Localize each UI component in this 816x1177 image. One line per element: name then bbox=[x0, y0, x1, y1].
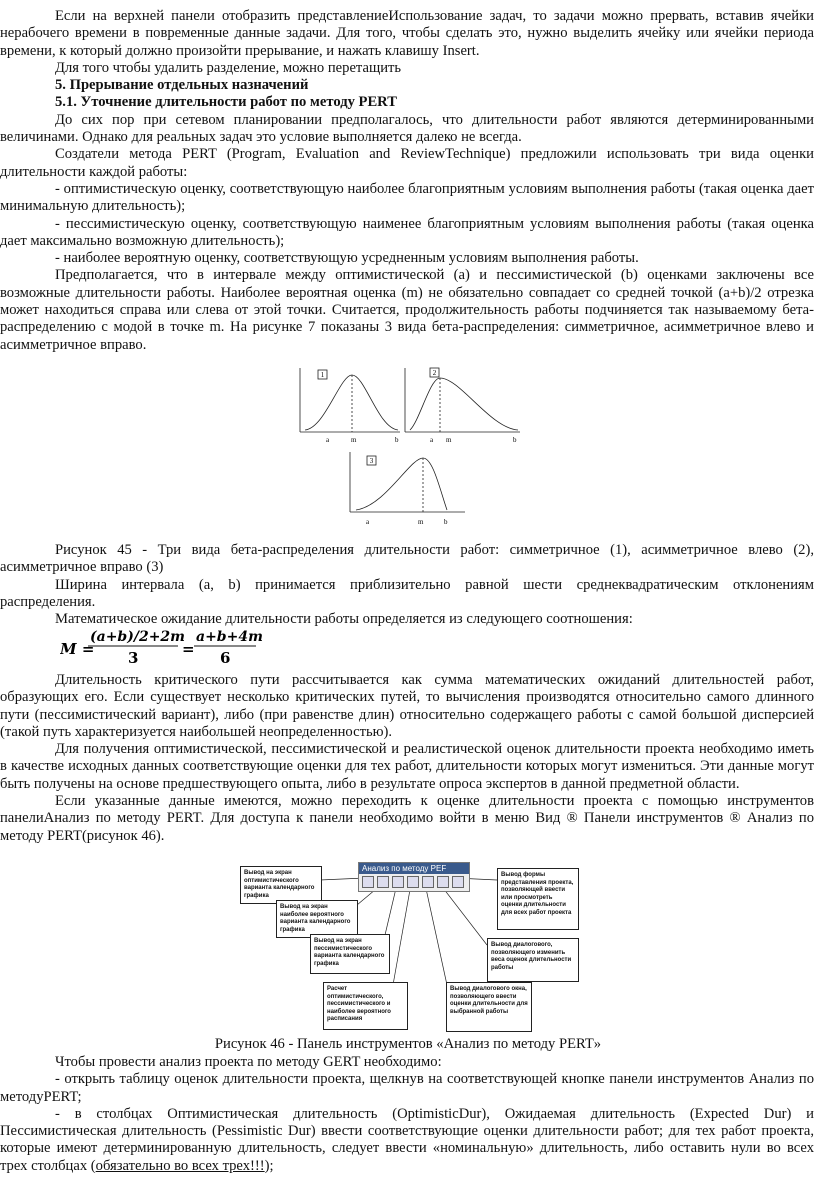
paragraph: Если указанные данные имеются, можно переходить к оценке длительности проекта с помощью инструментов панелиАнализ по методу PERT. Для доступа к панели необходимо войти в меню Вид ® Панели инструментов ® Анализ по методу PERT(рисунок 46). bbox=[0, 793, 814, 844]
pert-toolbar bbox=[358, 862, 470, 892]
toolbar-buttons bbox=[359, 874, 469, 890]
callout-entry-sheet: Вывод диалогового окна, позволяющего ввести оценки длительности для выбранной работы bbox=[446, 982, 532, 1032]
label-m: m bbox=[351, 436, 357, 444]
callout-calculate: Расчет оптимистического, пессимистического и наиболее вероятного расписания bbox=[323, 982, 408, 1030]
list-item-text: - в столбцах Оптимистическая длительность (OptimisticDur), Ожидаемая длительность (Expected Dur) и Пессимистическая длительность (Pessimistic Dur) ввести соответствующие оценки длительности работ; для тех работ проекта, которые имеют детерминированную длительность, следует ввести «номинальную» длительность, либо оставить нули во всех трех столбцах ( bbox=[0, 1105, 814, 1174]
label-b: b bbox=[444, 518, 448, 526]
label-m: m bbox=[418, 518, 424, 526]
paragraph: Длительность критического пути рассчитывается как сумма математических ожиданий длительностей работ, образующих его. Если существует несколько критических путей, то вычисления производятся относительно самого длинного пути (пессимистический вариант), либо (при равенстве длин) относительно содержащего работы с самой большой дисперсией (такой путь характеризуется наибольшей неопределенностью). bbox=[0, 672, 814, 740]
label-a: a bbox=[430, 436, 434, 444]
callout-entry-form: Вывод формы представления проекта, позволяющей ввести или просмотреть оценки длительности для всех работ проекта bbox=[497, 868, 579, 930]
expected-gantt-button[interactable] bbox=[377, 876, 389, 888]
pessimistic-gantt-button[interactable] bbox=[392, 876, 404, 888]
list-item: - наиболее вероятную оценку, соответствующую усредненным условиям выполнения работы. bbox=[55, 250, 639, 267]
label-b: b bbox=[395, 436, 399, 444]
paragraph: Для того чтобы удалить разделение, можно перетащить bbox=[55, 59, 402, 76]
callout-pessimistic: Вывод на экран пессимистического варианта календарного графика bbox=[310, 934, 390, 974]
callout-weights: Вывод диалогового, позволяющего изменить веса оценок длительности работы bbox=[487, 938, 579, 982]
callout-expected: Вывод на экран наиболее вероятного варианта календарного графика bbox=[276, 900, 358, 938]
label-a: a bbox=[366, 518, 370, 526]
pert-entry-form-button[interactable] bbox=[422, 876, 434, 888]
list-item bbox=[0, 1106, 814, 1175]
paragraph: Создатели метода PERT (Program, Evaluation and ReviewTechnique) предложили использовать три вида оценки длительности каждой работы: bbox=[0, 146, 814, 180]
paragraph: Математическое ожидание длительности работы определяется из следующего соотношения: bbox=[55, 611, 633, 628]
calculate-pert-button[interactable] bbox=[407, 876, 419, 888]
paragraph: До сих пор при сетевом планировании предполагалось, что длительности работ являются детерминированными величинами. Однако для реальных задач это условие выполняется далеко не всегда. bbox=[0, 111, 814, 146]
formula-equals: = bbox=[182, 640, 195, 658]
label-1: 1 bbox=[320, 371, 325, 379]
emphasis-underlined: обязательно во всех трех!!! bbox=[95, 1157, 265, 1174]
formula-denominator-2: 6 bbox=[220, 649, 231, 667]
label-2: 2 bbox=[432, 369, 437, 377]
set-weights-button[interactable] bbox=[437, 876, 449, 888]
label-b: b bbox=[513, 436, 517, 444]
subsection-heading: 5.1. Уточнение длительности работ по методу PERT bbox=[55, 94, 397, 111]
figure-caption: Рисунок 45 - Три вида бета-распределения длительности работ: симметричное (1), асимметричное влево (2), асимметричное вправо (3) bbox=[0, 542, 814, 576]
text-block-bottom bbox=[0, 1054, 814, 1175]
pert-entry-sheet-button[interactable] bbox=[452, 876, 464, 888]
paragraph: Если на верхней панели отобразить представлениеИспользование задач, то задачи можно прервать, вставив ячейки нерабочего времени в повременные данные задачи. Для того, чтобы сделать это, нужно выделить ячейку или ячейки периода времени, к который должно произойти прерывание, и нажать клавишу Insert. bbox=[0, 8, 814, 59]
figure-caption: Рисунок 46 - Панель инструментов «Анализ по методу PERT» bbox=[214, 1036, 602, 1052]
label-a: a bbox=[326, 436, 330, 444]
formula-lhs: M = bbox=[60, 640, 95, 658]
label-3: 3 bbox=[369, 457, 374, 465]
formula-numerator-1: (a+b)/2+2m bbox=[90, 629, 185, 645]
toolbar-title: Анализ по методу PEF bbox=[359, 863, 469, 874]
optimistic-gantt-button[interactable] bbox=[362, 876, 374, 888]
label-m: m bbox=[446, 436, 452, 444]
formula-numerator-2: a+b+4m bbox=[196, 629, 263, 645]
paragraph: Чтобы провести анализ проекта по методу GERT необходимо: bbox=[55, 1054, 442, 1070]
list-item: - открыть таблицу оценок длительности проекта, щелкнув на соответствующей кнопке панели инструментов Анализ по методуPERT; bbox=[0, 1071, 814, 1105]
list-item: - пессимистическую оценку, соответствующую наименее благоприятным условиям выполнения работы (такая оценка дает максимально возможную длительность); bbox=[0, 215, 814, 249]
list-item: - оптимистическую оценку, соответствующую наиболее благоприятным условиям выполнения работы (такая оценка дает минимальную длительность); bbox=[0, 180, 814, 215]
section-heading: 5. Прерывание отдельных назначений bbox=[55, 77, 309, 94]
callout-optimistic: Вывод на экран оптимистического варианта календарного графика bbox=[240, 866, 322, 904]
formula-denominator-1: 3 bbox=[128, 649, 139, 667]
paragraph: Ширина интервала (a, b) принимается приблизительно равной шести среднеквадратическим отклонениям распределения. bbox=[0, 576, 814, 610]
paragraph: Предполагается, что в интервале между оптимистической (a) и пессимистической (b) оценками заключены все возможные длительности работы. Наиболее вероятная оценка (m) не обязательно совпадает со средней точкой (a+b)/2 отрезка может находиться справа или слева от этой точки. Считается, продолжительность работы подчиняется так называемому бета-распределению с модой в точке m. На рисунке 7 показаны 3 вида бета-распределения: симметричное, асимметричное влево и асимметричное вправо. bbox=[0, 267, 814, 353]
paragraph: Для получения оптимистической, пессимистической и реалистической оценок длительности проекта необходимо иметь в качестве исходных данных соответствующие оценки для тех работ, длительности которых могут измениться. Эти данные могут быть получены на основе предшествующего опыта, либо в результате опроса экспертов в данной предметной области. bbox=[0, 741, 814, 792]
list-item-text: ); bbox=[264, 1157, 274, 1174]
